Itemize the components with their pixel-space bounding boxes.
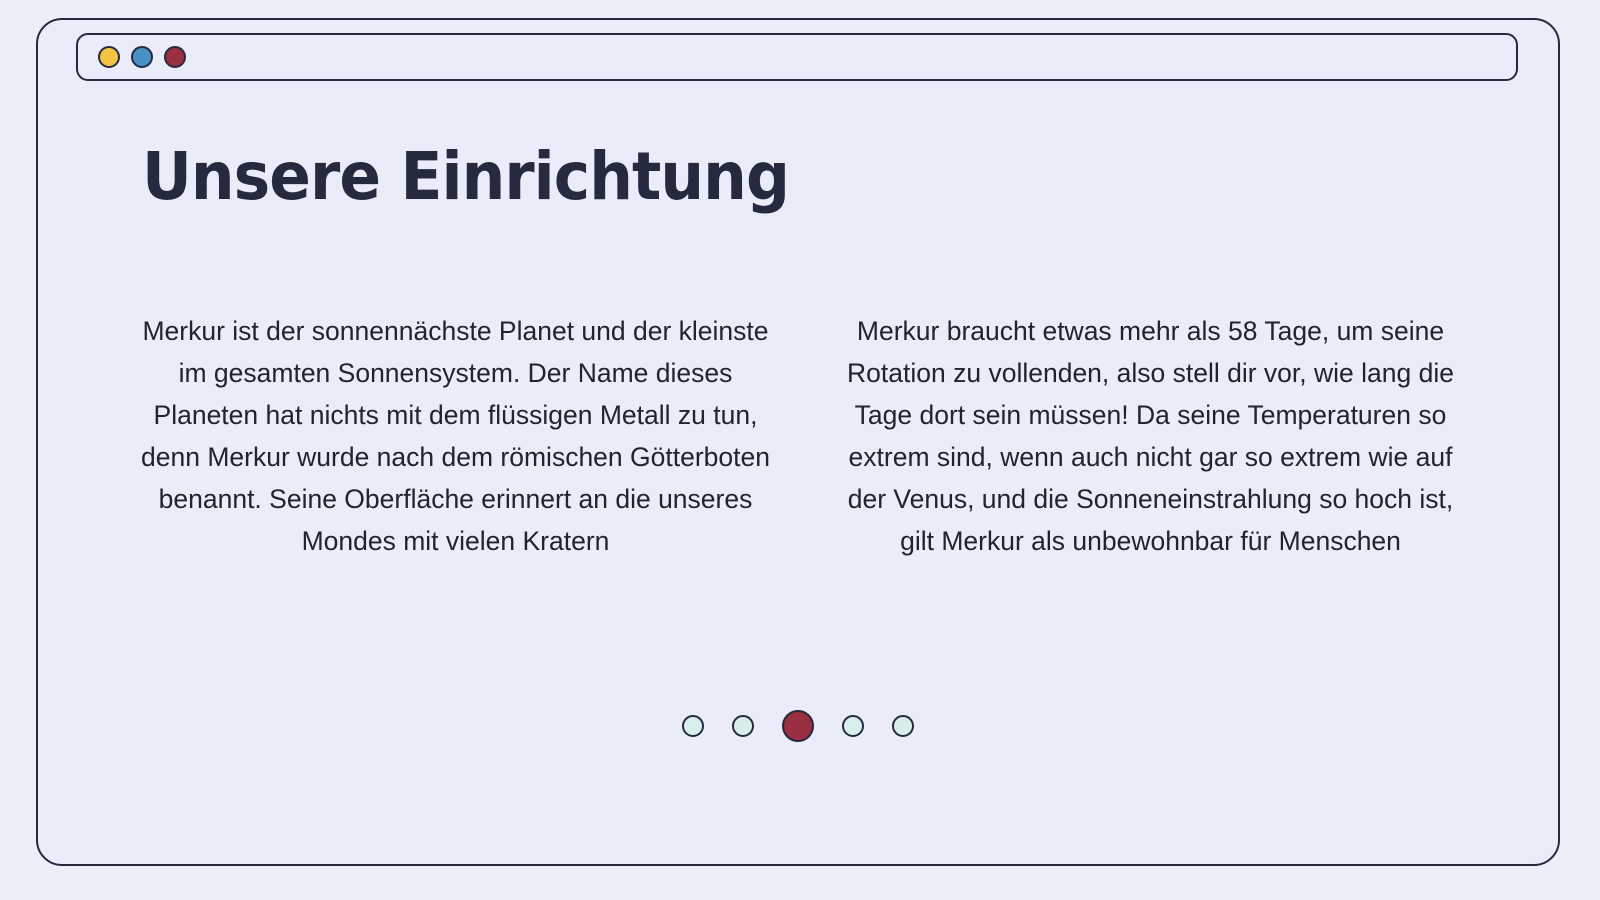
left-column	[138, 310, 773, 562]
right-paragraph: Merkur braucht etwas mehr als 58 Tage, um seine Rotation zu vollenden, also stell dir vor, wie lang die Tage dort sein müssen! Da seine Temperaturen so extrem sind, wenn auch nicht gar so extrem wie auf der Venus, und die Sonneneinstrahlung so hoch ist, gilt Merkur als unbewohnbar für Menschen	[847, 316, 1454, 556]
window-dot-red-icon[interactable]	[164, 46, 186, 68]
right-column	[833, 310, 1468, 562]
carousel-dot-1[interactable]	[682, 715, 704, 737]
carousel-dot-2[interactable]	[732, 715, 754, 737]
carousel-dot-3[interactable]	[782, 710, 814, 742]
carousel-dot-5[interactable]	[892, 715, 914, 737]
page-title: Unsere Einrichtung	[142, 138, 789, 216]
left-paragraph: Merkur ist der sonnennächste Planet und der kleinste im gesamten Sonnensystem. Der Name dieses Planeten hat nichts mit dem flüssigen Metall zu tun, denn Merkur wurde nach dem römischen Götterboten benannt. Seine Oberfläche erinnert an die unseres Mondes mit vielen Kratern	[141, 316, 770, 556]
window-dot-yellow-icon[interactable]	[98, 46, 120, 68]
carousel-pagination	[38, 710, 1558, 742]
text-columns	[138, 310, 1468, 562]
window-titlebar	[76, 33, 1518, 81]
window-dot-blue-icon[interactable]	[131, 46, 153, 68]
carousel-dot-4[interactable]	[842, 715, 864, 737]
browser-window	[36, 18, 1560, 866]
